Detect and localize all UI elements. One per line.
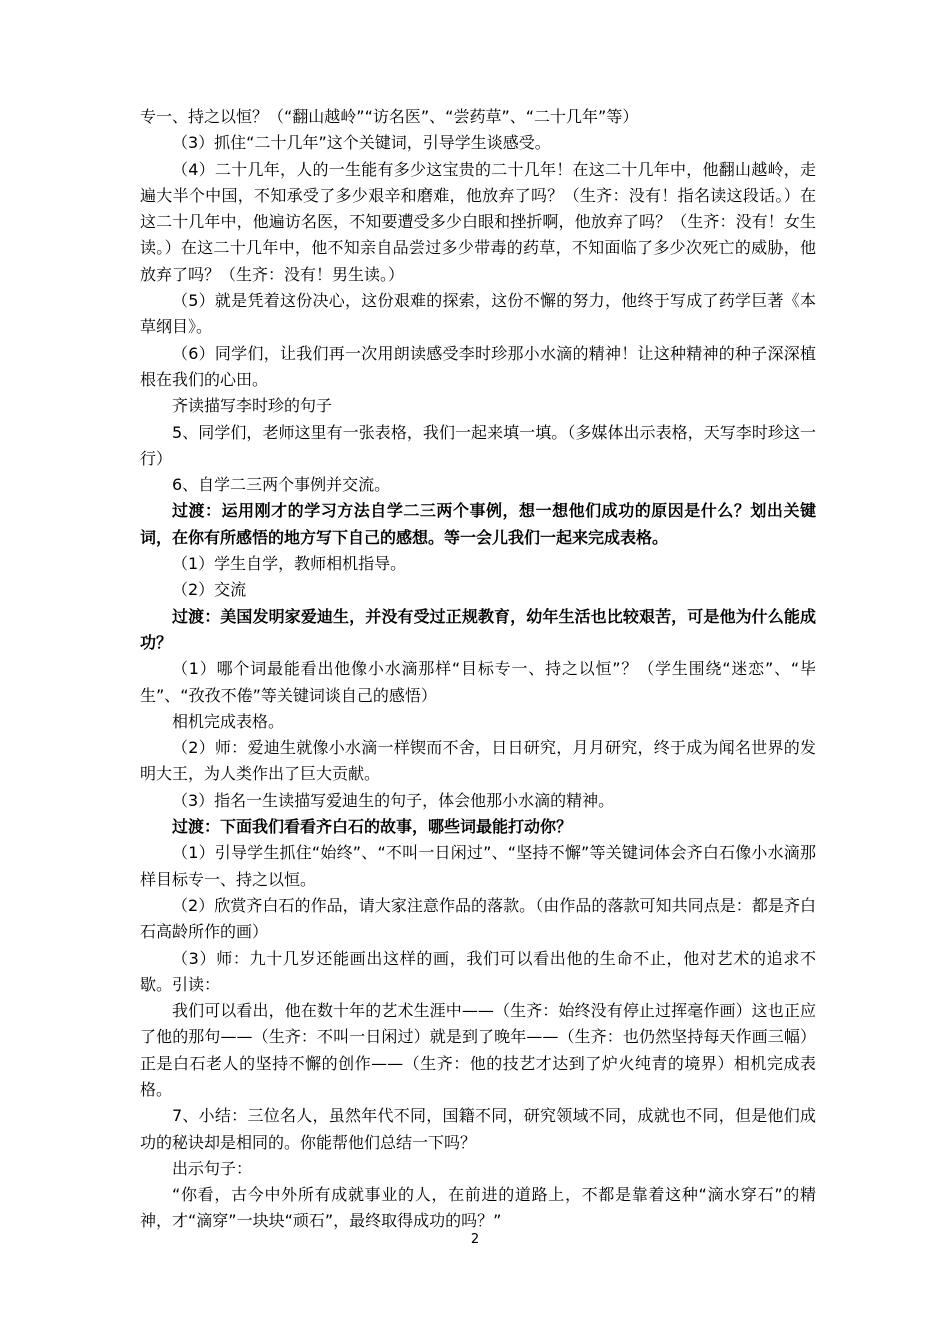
paragraph-15: （2）师：爱迪生就像小水滴一样锲而不舍，日日研究，月月研究，终于成为闻名世界的发明大王，为人类作出了巨大贡献。 [140,738,816,784]
quote-paragraph: “你看，古今中外所有成就事业的人，在前进的道路上，不都是靠着这种“滴水穿石”的精神，才“滴穿”一块块“顽石”，最终取得成功的吗？” [140,1185,816,1231]
paragraph-8: 6、自学二三两个事例并交流。 [172,475,391,495]
paragraph-20: （3）师：九十几岁还能画出这样的画，我们可以看出他的生命不止，他对艺术的追求不歇。引读： [140,948,816,994]
paragraph-2: （3）抓住“二十几年”这个关键词，引导学生谈感受。 [172,133,551,153]
paragraph-1: 专一、持之以恒？（“翻山越岭”“访名医”、“尝药草”、“二十几年”等） [140,107,639,126]
paragraph-6: 齐读描写李时珍的句子 [172,396,333,416]
paragraph-22: 7、小结：三位名人，虽然年代不同，国籍不同，研究领域不同，成就也不同，但是他们成功的秘诀却是相同的。你能帮他们总结一下吗？ [140,1106,816,1152]
paragraph-11: （2）交流 [172,580,247,600]
paragraph-19: （2）欣赏齐白石的作品，请大家注意作品的落款。（由作品的落款可知共同点是：都是齐白石高龄所作的画） [140,895,816,942]
paragraph-4: （5）就是凭着这份决心，这份艰难的探索，这份不懈的努力，他终于写成了药学巨著《本草纲目》。 [140,291,816,337]
paragraph-23: 出示句子： [172,1158,253,1178]
transition-paragraph-3: 过渡：下面我们看看齐白石的故事，哪些词最能打动你？ [172,817,573,837]
paragraph-21: 我们可以看出，他在数十年的艺术生涯中——（生齐：始终没有停止过挥毫作画）这也正应了他的那句——（生齐：不叫一日闲过）就是到了晚年——（生齐：也仍然坚持每天作画三幅）正是白石老人的坚持不懈的创作——（生齐：他的技艺才达到了炉火纯青的境界）相机完成表格。 [140,1001,816,1099]
paragraph-18: （1）引导学生抓住“始终”、“不叫一日闲过”、“坚持不懈”等关键词体会齐白石像小水滴那样目标专一、持之以恒。 [140,843,816,889]
document-body [140,104,816,1235]
transition-paragraph-1: 过渡：运用刚才的学习方法自学二三两个事例，想一想他们成功的原因是什么？划出关键词，在你有所感悟的地方写下自己的感想。等一会儿我们一起来完成表格。 [140,501,816,547]
page-number: 2 [470,1232,480,1247]
transition-paragraph-2: 过渡：美国发明家爱迪生，并没有受过正规教育，幼年生活也比较艰苦，可是他为什么能成功？ [140,606,816,652]
paragraph-16: （3）指名一生读描写爱迪生的句子，体会他那小水滴的精神。 [172,790,615,810]
paragraph-10: （1）学生自学，教师相机指导。 [172,554,407,574]
paragraph-3: （4）二十几年，人的一生能有多少这宝贵的二十几年！在这二十几年中，他翻山越岭，走遍大半个中国，不知承受了多少艰辛和磨难，他放弃了吗？（生齐：没有！指名读这段话。）在这二十几年中，他遍访名医，不知要遭受多少白眼和挫折啊，他放弃了吗？（生齐：没有！女生读。）在这二十几年中，他不知亲自品尝过多少带毒的药草，不知面临了多少次死亡的威胁，他放弃了吗？（生齐：没有！男生读。） [140,159,816,284]
paragraph-13: （1）哪个词最能看出他像小水滴那样“目标专一、持之以恒”？（学生围绕“迷恋”、“毕生”、“孜孜不倦”等关键词谈自己的感悟） [140,659,816,705]
paragraph-14: 相机完成表格。 [172,711,285,731]
paragraph-5: （6）同学们，让我们再一次用朗读感受李时珍那小水滴的精神！让这种精神的种子深深植根在我们的心田。 [140,343,816,389]
paragraph-7: 5、同学们，老师这里有一张表格，我们一起来填一填。（多媒体出示表格，天写李时珍这一行） [140,422,816,468]
